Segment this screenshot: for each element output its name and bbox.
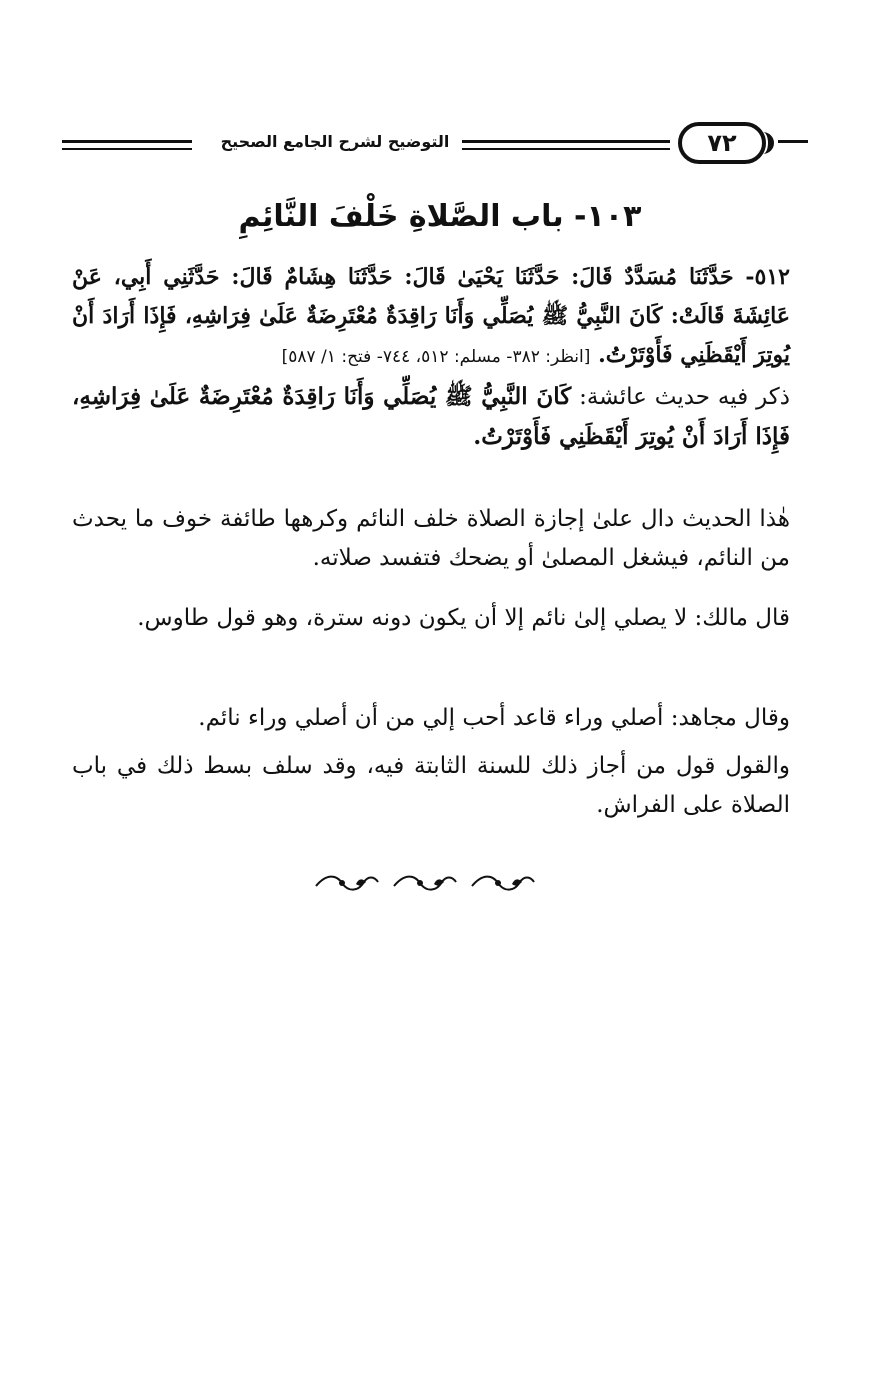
header-rule-right [778, 140, 808, 143]
running-header [60, 118, 800, 176]
page-number: ٧٢ [707, 129, 737, 157]
header-rule-left-top [62, 140, 192, 143]
commentary-paragraph-3 [72, 599, 790, 638]
page-number-badge [678, 122, 766, 164]
floral-divider-icon [300, 868, 550, 898]
commentary-text: هٰذا الحديث دال علىٰ إجازة الصلاة خلف النائم وكرهها طائفة خوف ما يحدث من النائم، فيشغل المصلىٰ أو يضحك فتفسد صلاته. [72, 506, 790, 571]
commentary-text: وقال مجاهد: أصلي وراء قاعد أحب إلي من أن أصلي وراء نائم. [198, 705, 790, 731]
commentary-quote: كَانَ النَّبِيُّ ﷺ يُصَلِّي وَأَنَا رَاقِدَةٌ مُعْتَرِضَةٌ عَلَىٰ فِرَاشِهِ، فَإِذَا أَرَادَ أَنْ يُوتِرَ أَيْقَظَنِي فَأَوْتَرْتُ. [72, 383, 790, 450]
commentary-text: قال مالك: لا يصلي إلىٰ نائم إلا أن يكون دونه سترة، وهو قول طاوس. [137, 605, 790, 631]
commentary-text: والقول قول من أجاز ذلك للسنة الثابتة فيه، وقد سلف بسط ذلك في باب الصلاة على الفراش. [72, 753, 790, 818]
commentary-intro: ذكر فيه حديث عائشة: [571, 384, 790, 410]
header-rule-middle-top [462, 140, 670, 143]
commentary-paragraph-5 [72, 747, 790, 825]
hadith-reference: [انظر: ٣٨٢- مسلم: ٥١٢، ٧٤٤- فتح: ١/ ٥٨٧] [281, 347, 591, 367]
book-title: التوضيح لشرح الجامع الصحيح [220, 132, 450, 151]
header-rule-left-bottom [62, 148, 192, 150]
header-rule-middle-bottom [462, 148, 670, 150]
commentary-paragraph-4 [72, 699, 790, 738]
hadith-text-block [72, 258, 790, 377]
hadith-text: ٥١٢- حَدَّثَنَا مُسَدَّدٌ قَالَ: حَدَّثَنَا يَحْيَىٰ قَالَ: حَدَّثَنَا هِشَامٌ قَالَ: حَدَّثَنِي أَبِي، عَنْ عَائِشَةَ قَالَتْ: كَانَ النَّبِيُّ ﷺ يُصَلِّي وَأَنَا رَاقِدَةٌ مُعْتَرِضَةٌ عَلَىٰ فِرَاشِهِ، فَإِذَا أَرَادَ أَنْ يُوتِرَ أَيْقَظَنِي فَأَوْتَرْتُ. [72, 264, 790, 368]
commentary-paragraph-2 [72, 500, 790, 578]
chapter-title: ١٠٣- باب الصَّلاةِ خَلْفَ النَّائِمِ [238, 199, 642, 234]
commentary-paragraph-1 [72, 377, 790, 457]
